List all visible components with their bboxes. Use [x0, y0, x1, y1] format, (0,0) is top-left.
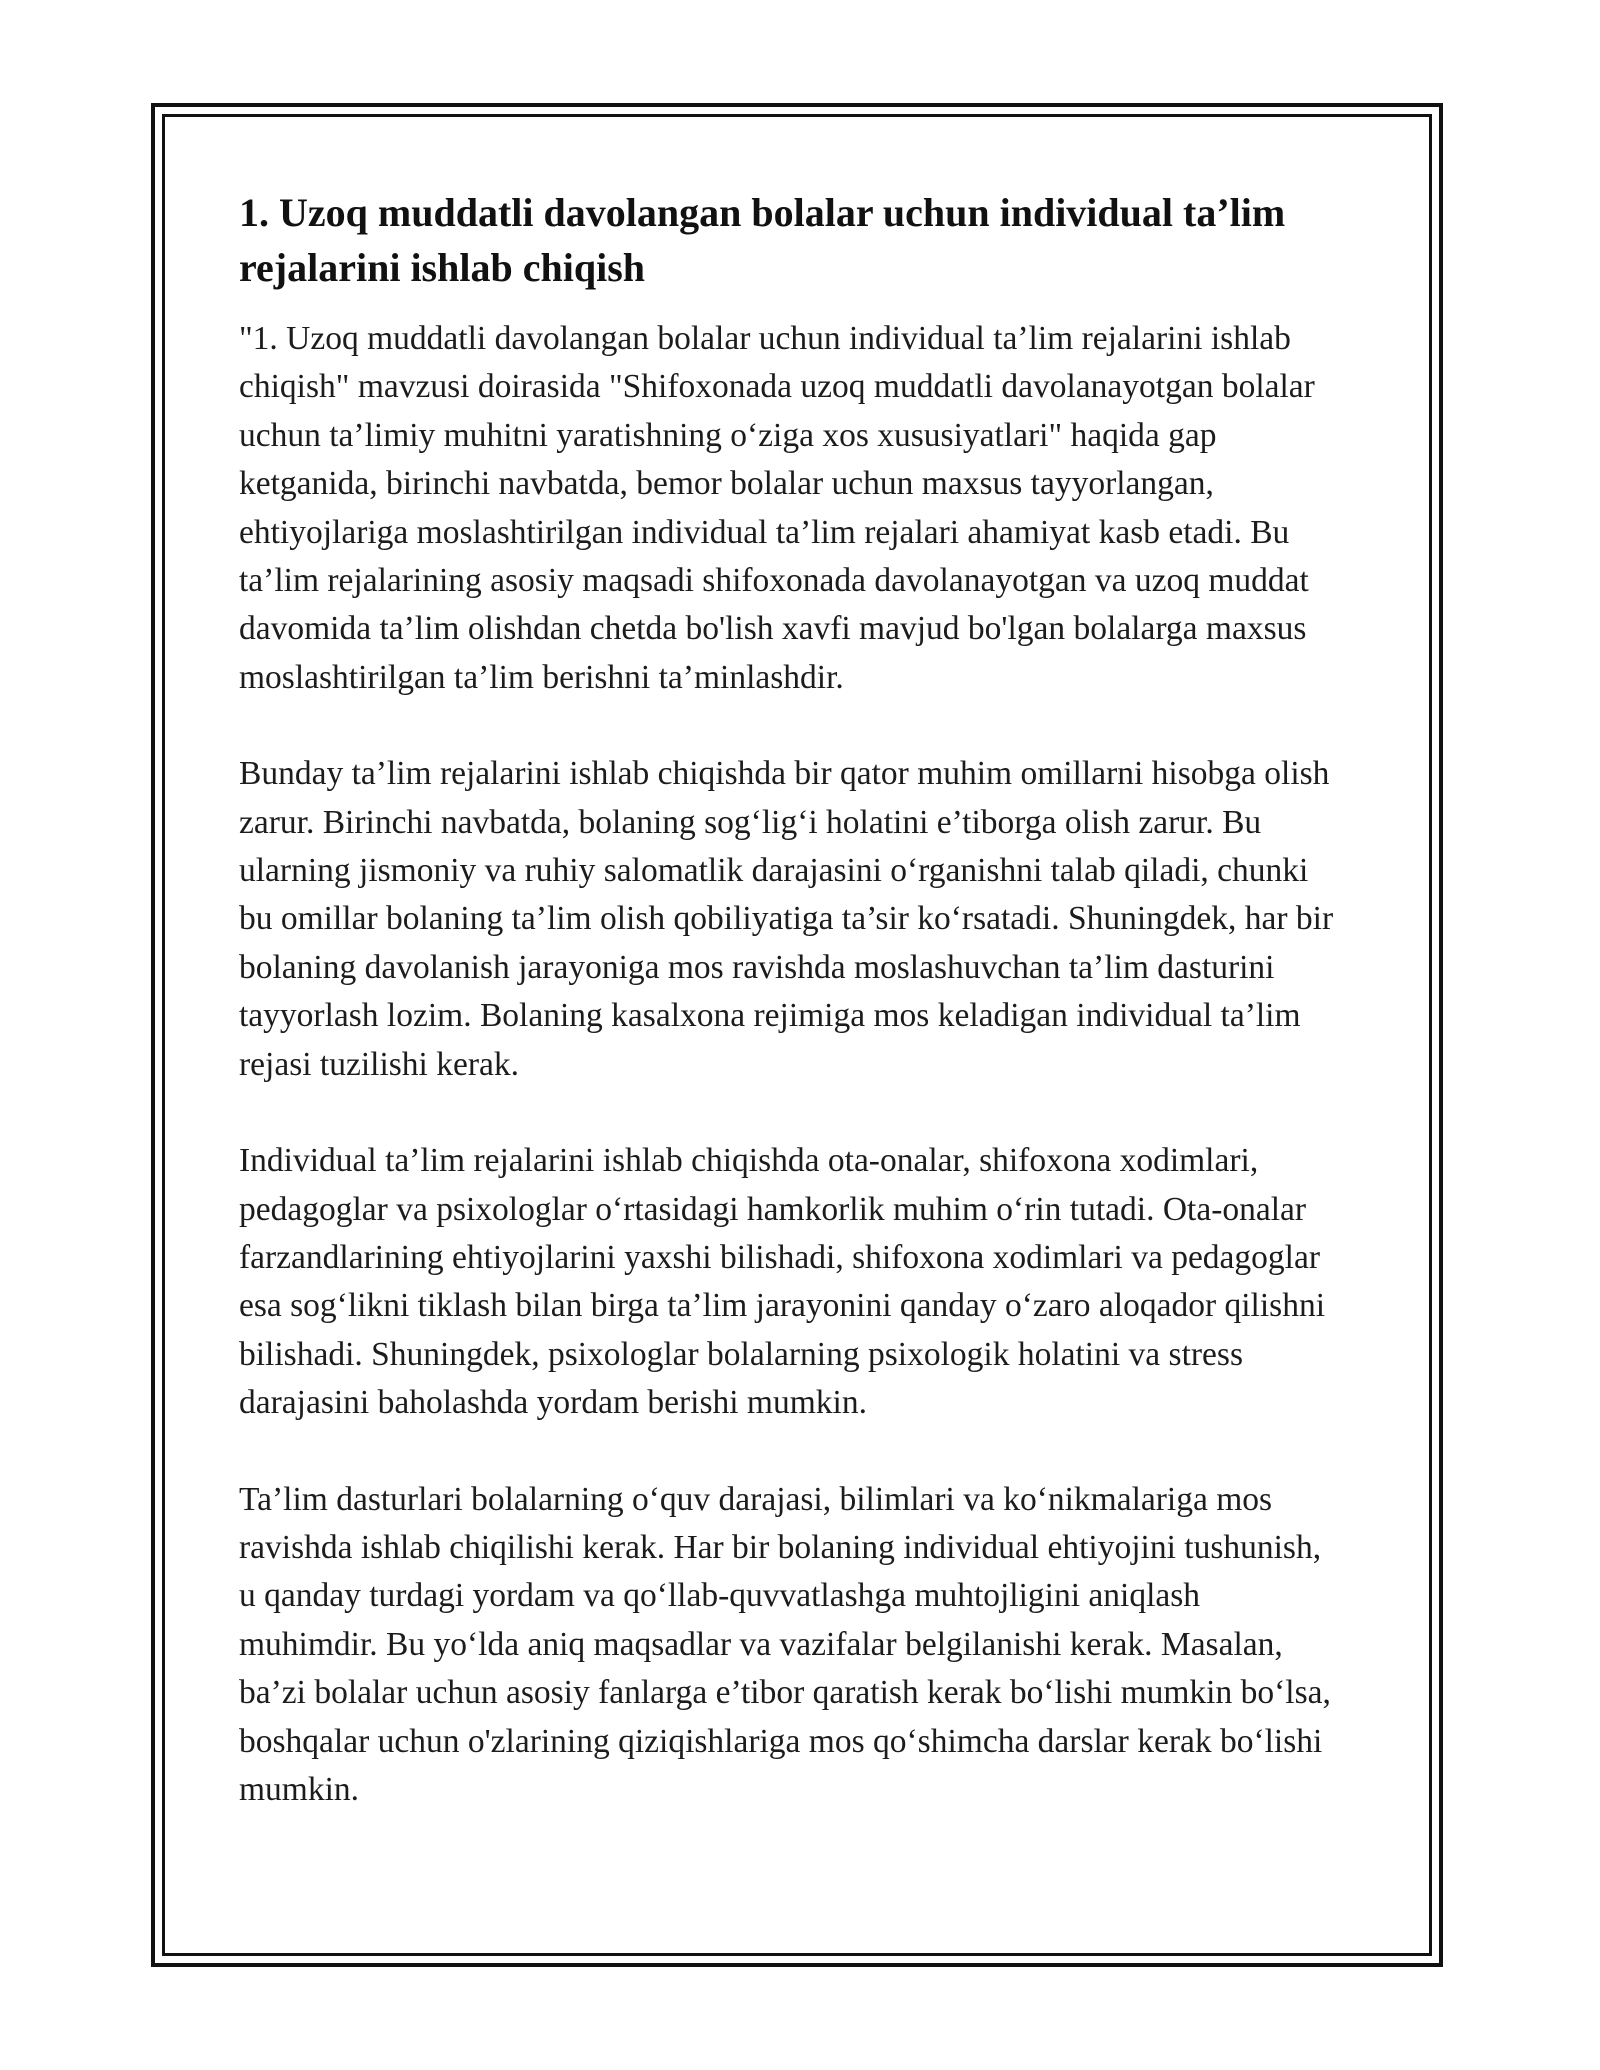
paragraph-1: "1. Uzoq muddatli davolangan bolalar uchun individual ta’lim rejalarini ishlab chiqish" mavzusi doirasida "Shifoxonada uzoq muddatli davolanayotgan bolalar uchun ta’limiy muhitni yaratishning o‘ziga xos xususiyatlari" haqida gap ketganida, birinchi navbatda, bemor bolalar uchun maxsus tayyorlangan, ehtiyojlariga moslashtirilgan individual ta’lim rejalari ahamiyat kasb etadi. Bu ta’lim rejalarining asosiy maqsadi shifoxonada davolanayotgan va uzoq muddat davomida ta’lim olishdan chetda bo'lish xavfi mavjud bo'lgan bolalarga maxsus moslashtirilgan ta’lim berishni ta’minlashdir. [239, 320, 1315, 696]
paragraph-2: Bunday ta’lim rejalarini ishlab chiqishda bir qator muhim omillarni hisobga olish zarur. Birinchi navbatda, bolaning sog‘lig‘i holatini e’tiborga olish zarur. Bu ularning jismoniy va ruhiy salomatlik darajasini o‘rganishni talab qiladi, chunki bu omillar bolaning ta’lim olish qobiliyatiga ta’sir ko‘rsatadi. Shuningdek, har bir bolaning davolanish jarayoniga mos ravishda moslashuvchan ta’lim dasturini tayyorlash lozim. Bolaning kasalxona rejimiga mos keladigan individual ta’lim rejasi tuzilishi kerak. [239, 755, 1334, 1083]
section-heading: 1. Uzoq muddatli davolangan bolalar uchun individual ta’lim rejalarini ishlab chiqish [239, 190, 1286, 290]
document-content [239, 185, 1339, 1814]
paragraph-4: Ta’lim dasturlari bolalarning o‘quv darajasi, bilimlari va ko‘nikmalariga mos ravishda ishlab chiqilishi kerak. Har bir bolaning individual ehtiyojini tushunish, u qanday turdagi yordam va qo‘llab-quvvatlashga muhtojligini aniqlash muhimdir. Bu yo‘lda aniq maqsadlar va vazifalar belgilanishi kerak. Masalan, ba’zi bolalar uchun asosiy fanlarga e’tibor qaratish kerak bo‘lishi mumkin bo‘lsa, boshqalar uchun o'zlarining qiziqishlariga mos qo‘shimcha darslar kerak bo‘lishi mumkin. [239, 1480, 1331, 1808]
paragraph-3: Individual ta’lim rejalarini ishlab chiqishda ota-onalar, shifoxona xodimlari, pedagoglar va psixologlar o‘rtasidagi hamkorlik muhim o‘rin tutadi. Ota-onalar farzandlarining ehtiyojlarini yaxshi bilishadi, shifoxona xodimlari va pedagoglar esa sog‘likni tiklash bilan birga ta’lim jarayonini qanday o‘zaro aloqador qilishni bilishadi. Shuningdek, psixologlar bolalarning psixologik holatini va stress darajasini baholashda yordam berishi mumkin. [239, 1142, 1326, 1422]
page-border-outer [151, 103, 1443, 1967]
